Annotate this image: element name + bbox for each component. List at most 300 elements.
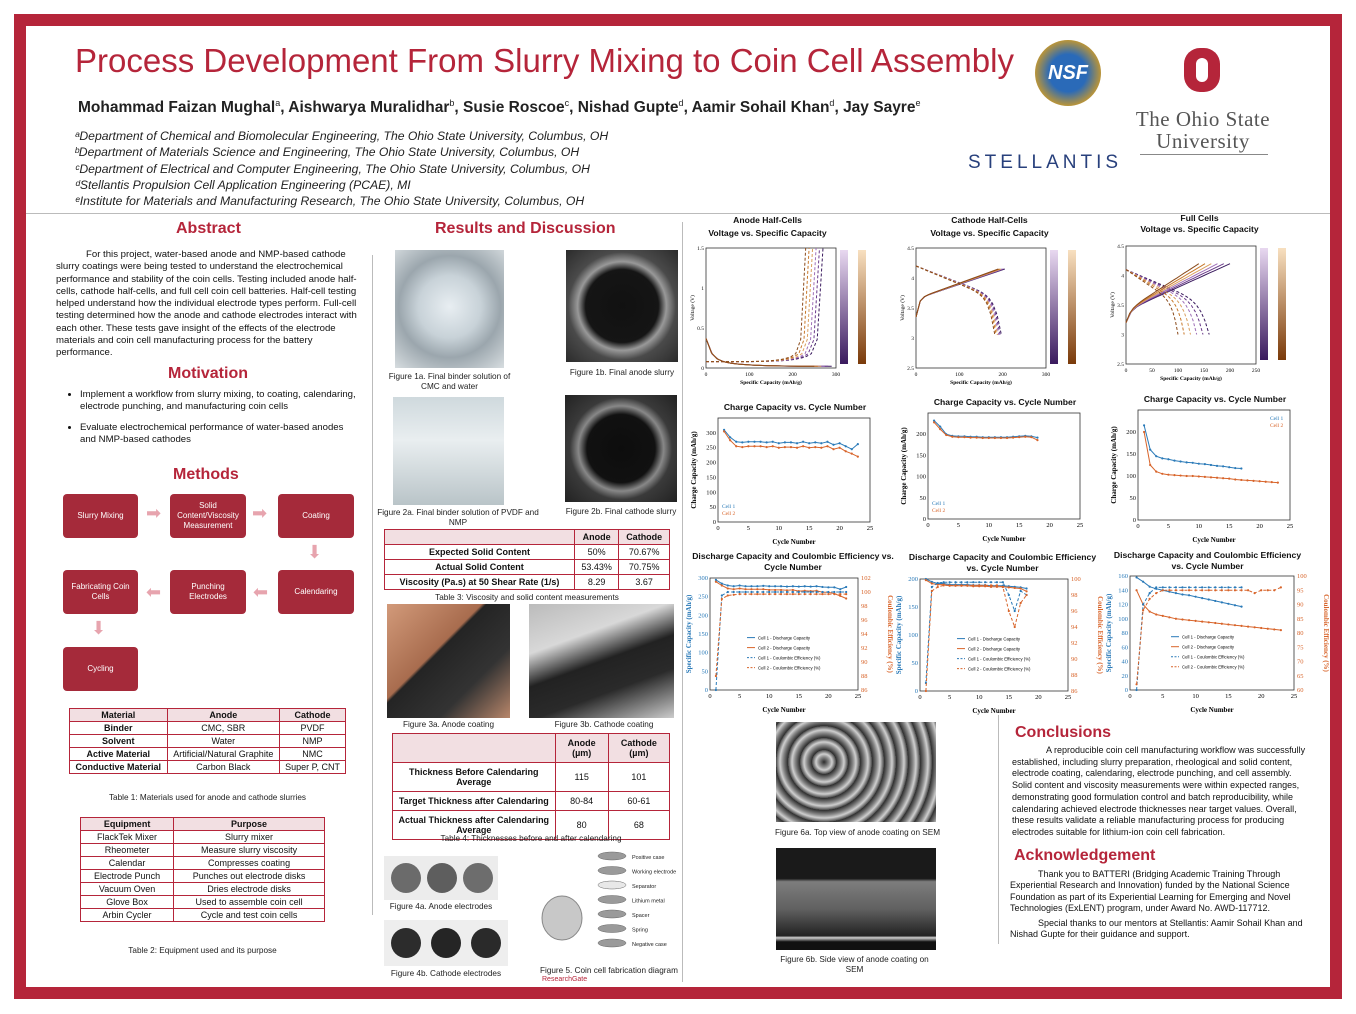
colorbar xyxy=(1050,250,1058,364)
data-point xyxy=(1195,596,1197,598)
table-row xyxy=(385,575,670,590)
table2-caption: Table 2: Equipment used and its purpose xyxy=(128,946,277,955)
x-tick-label: 0 xyxy=(914,372,918,378)
y-tick-label: 0 xyxy=(704,687,708,694)
data-point xyxy=(1240,589,1242,591)
data-point xyxy=(1149,449,1151,451)
column-divider-2 xyxy=(682,222,683,982)
table-cell: Calendar xyxy=(81,857,174,870)
osu-block-o-logo xyxy=(1184,48,1220,92)
y2-axis-label: Coulombic Efficiency (%) xyxy=(886,595,894,673)
flow-arrow-down-icon: ⬇ xyxy=(307,542,323,562)
figure-5-diagram xyxy=(540,848,680,960)
anode-discharge-title: Discharge Capacity and Coulombic Efficiency vs. Cycle Number xyxy=(692,551,894,572)
charge-curve xyxy=(706,248,816,362)
data-point xyxy=(1201,586,1203,588)
data-point xyxy=(780,589,782,591)
y2-tick-label: 90 xyxy=(1297,601,1304,609)
table-cell: Thickness Before Calendaring Average xyxy=(393,763,556,792)
y-tick-label: 60 xyxy=(1121,644,1128,652)
author-name: Mohammad Faizan Mughal$^a$ xyxy=(78,98,281,117)
figure-1b-caption: Figure 1b. Final anode slurry xyxy=(569,368,675,377)
x-tick-label: 20 xyxy=(1256,523,1263,530)
x-tick-label: 15 xyxy=(1005,694,1013,701)
discharge-curve xyxy=(916,266,999,335)
table-cell: 8.29 xyxy=(574,575,618,590)
table3-caption: Table 3: Viscosity and solid content measurements xyxy=(435,593,619,602)
data-point xyxy=(798,593,800,595)
plot-frame xyxy=(706,248,836,368)
data-point xyxy=(1280,586,1282,588)
discharge-curve xyxy=(1126,270,1191,335)
data-point xyxy=(1227,589,1229,591)
y-tick-label: 0 xyxy=(701,366,704,372)
x-axis-label: Cycle Number xyxy=(1190,706,1234,714)
viscosity-table xyxy=(384,529,670,590)
table-cell: 53.43% xyxy=(574,560,618,575)
cathode-charge-chart xyxy=(898,407,1098,545)
y-tick-label: 2.5 xyxy=(1117,362,1124,368)
y-tick-label: 1 xyxy=(701,286,704,292)
data-point xyxy=(786,593,788,595)
data-point xyxy=(1168,589,1170,591)
data-point xyxy=(1234,586,1236,588)
y-axis-label: Specific Capacity (mAh/g) xyxy=(685,594,693,674)
y-tick-label: 50 xyxy=(701,668,708,676)
charge-curve xyxy=(916,269,1004,317)
data-point xyxy=(727,587,729,589)
data-point xyxy=(845,586,847,588)
data-point xyxy=(996,584,998,586)
full-discharge-title: Discharge Capacity and Coulombic Efficiency vs. Cycle Number xyxy=(1113,550,1302,571)
table-cell: 50% xyxy=(574,545,618,560)
data-point xyxy=(833,593,835,595)
data-point xyxy=(1014,587,1016,589)
x-tick-label: 200 xyxy=(998,372,1007,378)
data-point xyxy=(931,590,933,592)
plot-frame xyxy=(1126,246,1256,364)
y2-tick-label: 92 xyxy=(1071,640,1078,647)
figure-2b-image xyxy=(565,395,677,502)
data-point xyxy=(969,436,971,438)
data-point xyxy=(729,439,731,441)
osu-wordmark-line1: The Ohio State xyxy=(1135,107,1271,131)
data-point xyxy=(1135,589,1137,591)
coin-cell-layer-label: Separator xyxy=(632,884,657,890)
data-point xyxy=(857,443,859,445)
full-discharge-chart xyxy=(1104,570,1330,714)
cathode-electrodes-drawing xyxy=(384,920,508,966)
data-point xyxy=(753,441,755,443)
y2-tick-label: 100 xyxy=(861,589,871,596)
data-point xyxy=(1201,621,1203,623)
flow-step-calendaring: Calendaring xyxy=(278,570,354,614)
x-tick-label: 100 xyxy=(955,372,964,378)
y-tick-label: 200 xyxy=(1126,429,1136,436)
x-tick-label: 5 xyxy=(1161,693,1165,700)
osu-wordmark-line2: University xyxy=(1156,129,1250,153)
x-tick-label: 300 xyxy=(831,372,841,378)
y2-tick-label: 92 xyxy=(861,645,868,652)
coin-cell-layer-label: Spacer xyxy=(632,913,650,919)
acknowledgement-text: Thank you to BATTERI (Bridging Academic Training Through Experiential Research and Innovation) funded by the National Science Foundation as part of its Experiential Learning for Emerging and Novel Technologies (ExLENT) program, under Award No. AWD-117712. xyxy=(1010,869,1291,914)
x-axis-label: Cycle Number xyxy=(982,535,1026,543)
data-point xyxy=(815,591,817,593)
data-point xyxy=(739,591,741,593)
x-tick-label: 15 xyxy=(1225,523,1233,530)
figure-2a-image xyxy=(393,397,504,505)
y-tick-label: 80 xyxy=(1121,630,1128,637)
x-tick-label: 25 xyxy=(1290,693,1298,700)
data-point xyxy=(814,441,816,443)
data-point xyxy=(1020,590,1022,592)
data-point xyxy=(1234,467,1236,469)
data-point xyxy=(1036,436,1038,438)
charge-curve xyxy=(916,269,1000,317)
coin-cell-layer-label: Positive case xyxy=(632,855,665,861)
y-tick-label: 140 xyxy=(1118,587,1128,595)
data-point xyxy=(933,421,935,423)
data-point xyxy=(1018,436,1020,438)
table-header-cell xyxy=(385,530,575,545)
y-tick-label: 160 xyxy=(1118,573,1128,580)
y-axis-label: Charge Capacity (mAh/g) xyxy=(900,427,908,505)
y-tick-label: 200 xyxy=(706,459,716,467)
y-tick-label: 120 xyxy=(1118,601,1128,609)
data-point xyxy=(792,591,794,593)
data-point xyxy=(1259,480,1261,482)
table-cell: NMP xyxy=(280,735,346,748)
data-point xyxy=(741,446,743,448)
flow-step-fabricating: Fabricating Coin Cells xyxy=(63,570,138,614)
data-point xyxy=(1020,602,1022,604)
column-divider-3 xyxy=(998,712,999,944)
y2-tick-label: 86 xyxy=(861,687,868,694)
legend-entry: Cell 1 - Discharge Capacity xyxy=(968,636,1021,642)
data-point xyxy=(978,581,980,583)
data-point xyxy=(750,588,752,590)
data-point xyxy=(954,584,956,586)
table-row xyxy=(70,722,346,735)
y-axis-label: Voltage (V) xyxy=(900,295,906,321)
data-point xyxy=(1149,592,1151,594)
data-point xyxy=(1252,480,1254,482)
data-point xyxy=(949,584,951,586)
data-point xyxy=(1030,436,1032,438)
x-tick-label: 15 xyxy=(795,693,803,700)
data-point xyxy=(798,591,800,593)
data-point xyxy=(1155,592,1157,594)
table-cell: Compresses coating xyxy=(174,857,325,870)
figure-4b-image xyxy=(384,920,508,966)
data-point xyxy=(1186,475,1188,477)
cathode-discharge-title: Discharge Capacity and Coulombic Efficiency vs. Cycle Number xyxy=(908,552,1097,573)
data-point xyxy=(826,441,828,443)
data-point xyxy=(1267,589,1269,591)
data-point xyxy=(1179,460,1181,462)
figure-3a-caption: Figure 3a. Anode coating xyxy=(402,720,495,729)
data-point xyxy=(1024,436,1026,438)
data-point xyxy=(832,444,834,446)
full-vc-title: Voltage vs. Specific Capacity xyxy=(1140,224,1259,234)
data-point xyxy=(808,447,810,449)
plot-frame xyxy=(710,578,858,690)
data-point xyxy=(756,585,758,587)
data-point xyxy=(747,441,749,443)
y2-tick-label: 100 xyxy=(1297,573,1307,580)
author-name: Nishad Gupte$^d$ xyxy=(577,98,684,117)
data-point xyxy=(1000,437,1002,439)
table-header-cell: Purpose xyxy=(174,818,325,831)
discharge-curve xyxy=(706,338,818,366)
legend-entry: Cell 2 - Discharge Capacity xyxy=(968,646,1021,652)
data-point xyxy=(1222,477,1224,479)
data-point xyxy=(1008,594,1010,596)
data-point xyxy=(768,589,770,591)
data-point xyxy=(1208,589,1210,591)
x-tick-label: 10 xyxy=(765,693,773,700)
data-point xyxy=(792,593,794,595)
y-tick-label: 0 xyxy=(712,519,716,526)
data-point xyxy=(815,593,817,595)
cathode-vc-title: Voltage vs. Specific Capacity xyxy=(930,228,1049,238)
cathode-voltage-chart xyxy=(898,240,1098,390)
data-point xyxy=(1006,437,1008,439)
anode-charge-chart xyxy=(688,412,888,548)
data-point xyxy=(762,585,764,587)
data-point xyxy=(957,436,959,438)
data-point xyxy=(784,441,786,443)
flow-arrow-left-icon: ⬅ xyxy=(146,582,162,602)
data-point xyxy=(1002,586,1004,588)
data-point xyxy=(1227,603,1229,605)
data-point xyxy=(845,450,847,452)
table-cell: Rheometer xyxy=(81,844,174,857)
data-point xyxy=(715,581,717,583)
figure-4a-caption: Figure 4a. Anode electrodes xyxy=(389,902,493,911)
x-axis-label: Specific Capacity (mAh/g) xyxy=(1160,376,1222,382)
materials-table xyxy=(69,708,346,774)
data-point xyxy=(1208,621,1210,623)
data-point xyxy=(1161,457,1163,459)
figure-6a-image xyxy=(776,722,936,822)
table-cell: FlackTek Mixer xyxy=(81,831,174,844)
x-tick-label: 20 xyxy=(825,693,832,700)
y-tick-label: 0 xyxy=(1132,517,1136,524)
data-point xyxy=(1149,464,1151,466)
data-point xyxy=(1265,481,1267,483)
data-point xyxy=(1155,471,1157,473)
data-point xyxy=(1036,439,1038,441)
data-point xyxy=(1186,461,1188,463)
y-tick-label: 150 xyxy=(1126,451,1136,458)
data-point xyxy=(925,690,927,692)
table-header-cell: Cathode xyxy=(619,530,670,545)
data-point xyxy=(1142,609,1144,611)
legend-entry: Cell 2 xyxy=(1270,423,1284,429)
table-header-cell: Anode (µm) xyxy=(555,734,608,763)
data-point xyxy=(1008,610,1010,612)
osu-rule xyxy=(1140,154,1268,155)
discharge-curve xyxy=(706,338,814,366)
data-point xyxy=(1008,586,1010,588)
x-tick-label: 0 xyxy=(1124,368,1128,374)
author-sup: b xyxy=(449,98,455,108)
data-point xyxy=(778,447,780,449)
data-point xyxy=(756,591,758,593)
data-point xyxy=(1181,589,1183,591)
x-tick-label: 200 xyxy=(788,372,797,378)
data-point xyxy=(790,446,792,448)
data-point xyxy=(1234,604,1236,606)
data-point xyxy=(1227,623,1229,625)
table-cell: Actual Solid Content xyxy=(385,560,575,575)
legend-entry: Cell 2 - Coulombic Efficiency (%) xyxy=(1182,664,1245,670)
table-cell: 80-84 xyxy=(555,792,608,811)
data-point xyxy=(827,593,829,595)
data-point xyxy=(821,593,823,595)
data-point xyxy=(1216,465,1218,467)
data-point xyxy=(1142,581,1144,583)
data-point xyxy=(1192,462,1194,464)
data-point xyxy=(1210,464,1212,466)
data-point xyxy=(1222,465,1224,467)
y-tick-label: 2.5 xyxy=(907,366,914,372)
legend-entry: Cell 2 - Coulombic Efficiency (%) xyxy=(758,665,821,671)
y-tick-label: 100 xyxy=(706,489,716,497)
data-point xyxy=(721,598,723,600)
anode-voltage-chart xyxy=(688,240,888,390)
table-cell: Vacuum Oven xyxy=(81,883,174,896)
legend-entry: Cell 1 - Discharge Capacity xyxy=(1182,634,1235,640)
charge-curve xyxy=(706,248,813,362)
table-cell: Active Material xyxy=(70,748,168,761)
y-axis-label: Voltage (V) xyxy=(690,295,696,321)
charge-curve xyxy=(1126,264,1211,323)
motivation-list xyxy=(80,389,362,446)
table-cell: Conductive Material xyxy=(70,761,168,774)
data-point xyxy=(1143,431,1145,433)
data-point xyxy=(1014,626,1016,628)
colorbar xyxy=(1278,248,1286,360)
data-point xyxy=(741,441,743,443)
figure-4b-caption: Figure 4b. Cathode electrodes xyxy=(390,969,502,978)
x-tick-label: 10 xyxy=(985,522,993,529)
flow-step-punching: Punching Electrodes xyxy=(170,570,246,614)
y2-tick-label: 95 xyxy=(1297,587,1304,595)
coin-cell-layer xyxy=(598,925,626,933)
data-point xyxy=(1025,594,1027,596)
data-point xyxy=(845,593,847,595)
y-tick-label: 40 xyxy=(1121,658,1128,666)
data-point xyxy=(1155,455,1157,457)
y-axis-label: Specific Capacity (mAh/g) xyxy=(895,595,903,675)
data-point xyxy=(774,585,776,587)
data-point xyxy=(790,441,792,443)
table-cell: Cycle and test coin cells xyxy=(174,909,325,922)
data-point xyxy=(744,588,746,590)
data-point xyxy=(1012,436,1014,438)
x-tick-label: 150 xyxy=(1199,368,1209,374)
table-header-cell: Anode xyxy=(167,709,280,722)
x-tick-label: 200 xyxy=(1225,368,1235,374)
y2-tick-label: 70 xyxy=(1297,658,1304,666)
table1-caption: Table 1: Materials used for anode and cathode slurries xyxy=(108,793,307,802)
data-point xyxy=(1216,477,1218,479)
x-tick-label: 20 xyxy=(1257,693,1265,700)
data-point xyxy=(1204,476,1206,478)
data-point xyxy=(721,594,723,596)
figure-4a-image xyxy=(384,856,498,900)
data-point xyxy=(780,585,782,587)
x-tick-label: 20 xyxy=(1035,694,1042,701)
figure-1a-image xyxy=(395,250,504,368)
data-point xyxy=(1195,620,1197,622)
data-point xyxy=(733,585,735,587)
data-point xyxy=(996,581,998,583)
x-tick-label: 25 xyxy=(1286,523,1294,530)
figure-5-caption: Figure 5. Coin cell fabrication diagram xyxy=(540,966,678,975)
data-point xyxy=(721,584,723,586)
table-cell: 80 xyxy=(555,811,608,840)
data-point xyxy=(1168,616,1170,618)
data-point xyxy=(1280,629,1282,631)
data-point xyxy=(1240,625,1242,627)
data-point xyxy=(1260,589,1262,591)
data-point xyxy=(792,589,794,591)
table-row xyxy=(81,896,325,909)
data-point xyxy=(1173,460,1175,462)
data-point xyxy=(925,579,927,581)
x-tick-label: 5 xyxy=(947,694,952,701)
figure-6a-caption: Figure 6a. Top view of anode coating on SEM xyxy=(774,828,941,837)
table-row xyxy=(385,560,670,575)
data-point xyxy=(739,587,741,589)
data-point xyxy=(1221,601,1223,603)
x-tick-label: 10 xyxy=(1192,693,1199,700)
x-tick-label: 250 xyxy=(1251,368,1261,374)
table-row xyxy=(81,831,325,844)
y-tick-label: 3 xyxy=(1121,332,1124,339)
data-point xyxy=(832,448,834,450)
discharge-curve xyxy=(1126,270,1197,335)
table-cell: NMC xyxy=(280,748,346,761)
y-tick-label: 0 xyxy=(914,688,918,695)
charge-curve xyxy=(706,248,806,362)
anode-charge-title: Charge Capacity vs. Cycle Number xyxy=(723,402,867,412)
y-axis-label: Specific Capacity (mAh/g) xyxy=(1105,593,1113,673)
data-point xyxy=(768,585,770,587)
charge-curve xyxy=(1126,264,1224,323)
data-point xyxy=(839,593,841,595)
data-point xyxy=(839,442,841,444)
x-tick-label: 0 xyxy=(708,693,712,700)
flow-arrow-right-icon: ➡ xyxy=(146,503,162,523)
data-point xyxy=(810,591,812,593)
data-point xyxy=(1201,597,1203,599)
x-tick-label: 15 xyxy=(1225,693,1232,700)
y-tick-label: 100 xyxy=(698,649,708,657)
y2-tick-label: 80 xyxy=(1297,630,1304,637)
legend-entry: Cell 1 xyxy=(1270,416,1284,422)
table-cell: Actual Thickness after Calendaring Average xyxy=(393,811,556,840)
plot-frame xyxy=(928,413,1080,519)
data-point xyxy=(1234,589,1236,591)
full-voltage-chart xyxy=(1108,238,1308,386)
data-point xyxy=(1254,626,1256,628)
legend-entry: Cell 2 - Coulombic Efficiency (%) xyxy=(968,666,1031,672)
y-tick-label: 150 xyxy=(706,474,716,482)
